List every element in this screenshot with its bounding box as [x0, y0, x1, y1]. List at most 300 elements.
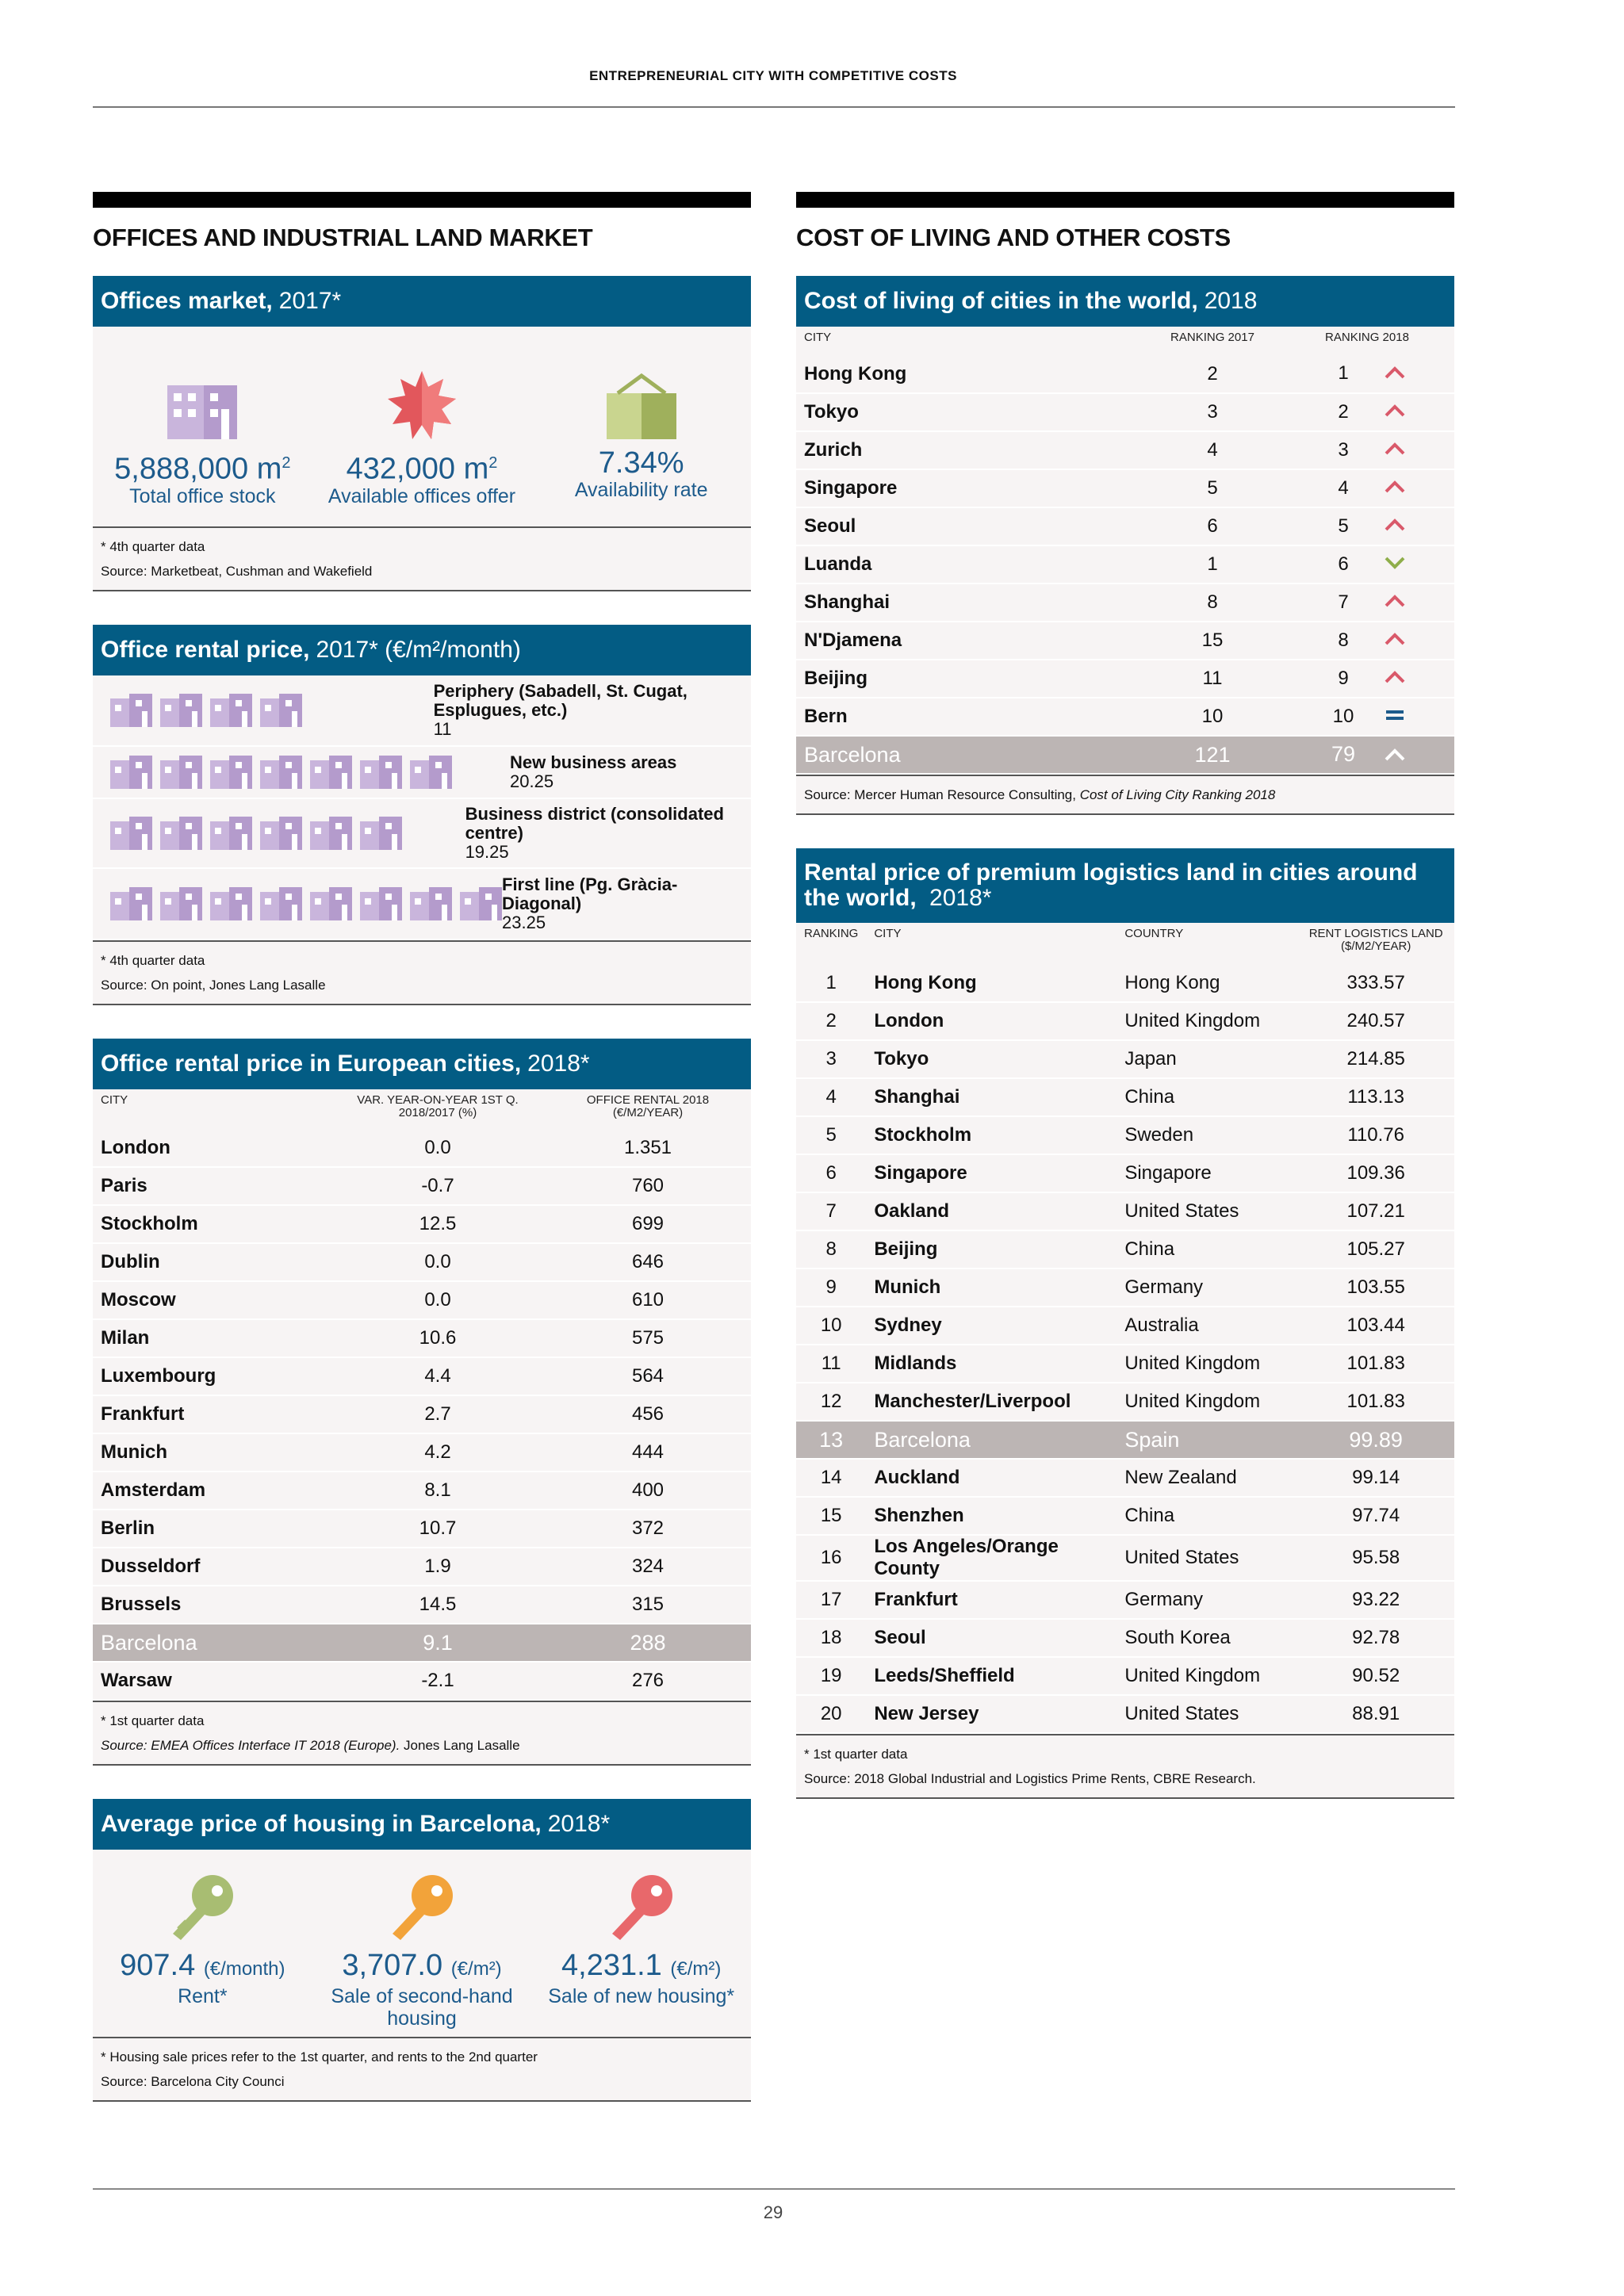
panel-footnote [796, 1734, 1454, 1799]
source: Source: Marketbeat, Cushman and Wakefield [101, 564, 373, 579]
rental-cell: 288 [545, 1624, 751, 1662]
european-rental-panel [93, 1039, 751, 1766]
up-arrow-icon [1384, 365, 1406, 380]
building-icon [210, 887, 252, 920]
ranking-2018-cell [1280, 545, 1454, 584]
table-row [796, 1535, 1454, 1581]
ranking-cell: 8 [796, 1230, 866, 1269]
ranking-2018-value: 4 [1338, 476, 1349, 499]
col-header-rental: OFFICE RENTAL 2018 (€/M2/YEAR) [586, 1093, 710, 1119]
country-cell: Australia [1116, 1307, 1297, 1345]
city-cell: Seoul [796, 507, 1145, 545]
building-icon [260, 887, 302, 920]
table-row [796, 1581, 1454, 1619]
city-cell: Midlands [866, 1345, 1116, 1383]
panel-footnote [93, 1701, 751, 1766]
source: Jones Lang Lasalle [400, 1738, 520, 1753]
table-row [796, 1269, 1454, 1307]
table-row [93, 1205, 751, 1243]
panel-header [93, 1039, 751, 1089]
variation-cell: -0.7 [331, 1167, 545, 1205]
country-cell: Singapore [1116, 1154, 1297, 1192]
city-cell: Munich [866, 1269, 1116, 1307]
variation-cell: 4.4 [331, 1357, 545, 1395]
rental-cell: 699 [545, 1205, 751, 1243]
city-cell: London [866, 1002, 1116, 1040]
stat-sup: 2 [488, 454, 498, 472]
ranking-2018-cell [1280, 469, 1454, 507]
stat-sup: 2 [282, 454, 291, 472]
variation-cell: 1.9 [331, 1548, 545, 1586]
ranking-2018-cell [1280, 584, 1454, 622]
table-row [93, 1662, 751, 1700]
ranking-cell: 15 [796, 1497, 866, 1535]
city-cell: Barcelona [796, 736, 1145, 774]
city-cell: Singapore [796, 469, 1145, 507]
variation-cell: 12.5 [331, 1205, 545, 1243]
country-cell: China [1116, 1078, 1297, 1116]
ranking-2017-cell: 3 [1145, 393, 1280, 431]
ranking-2018-value: 79 [1331, 741, 1356, 766]
country-cell: Sweden [1116, 1116, 1297, 1154]
city-cell: Dublin [93, 1243, 331, 1281]
section-title-costs: COST OF LIVING AND OTHER COSTS [796, 224, 1231, 251]
col-header-ranking-2018: RANKING 2018 [1325, 331, 1409, 344]
logistics-table [796, 923, 1454, 1734]
rental-label: New business areas [510, 752, 677, 772]
country-cell: Germany [1116, 1581, 1297, 1619]
office-building-icon [166, 384, 239, 441]
panel-title: Office rental price, [101, 637, 310, 663]
source: Source: Barcelona City Counci [101, 2074, 285, 2089]
table-row [796, 622, 1454, 660]
city-cell: Moscow [93, 1281, 331, 1319]
starburst-icon [386, 369, 458, 441]
table-row [796, 1383, 1454, 1421]
rental-cell: 456 [545, 1395, 751, 1433]
source-italic: Source: EMEA Offices Interface IT 2018 (Europe). [101, 1738, 400, 1753]
table-row [796, 1459, 1454, 1497]
panel-title: Offices market, [101, 288, 273, 314]
building-icons [93, 817, 465, 850]
ranking-2018-value: 3 [1338, 438, 1349, 461]
country-cell: China [1116, 1497, 1297, 1535]
ranking-2017-cell: 15 [1145, 622, 1280, 660]
table-row [796, 1002, 1454, 1040]
footnote: * 4th quarter data [101, 953, 205, 968]
building-icon [360, 887, 402, 920]
table-row [93, 1510, 751, 1548]
rental-row-periphery [93, 675, 751, 747]
city-cell: Los Angeles/Orange County [866, 1535, 1116, 1581]
footnote: * 1st quarter data [101, 1713, 205, 1728]
stat-label: Available offices offer [327, 484, 516, 507]
green-key-icon [167, 1872, 238, 1943]
rent-cell: 103.55 [1297, 1269, 1454, 1307]
table-row [93, 1395, 751, 1433]
stat-unit: (€/month) [203, 1958, 285, 1980]
stat-label: Sale of new housing* [548, 1985, 735, 2007]
stat-available-offices [312, 371, 532, 526]
building-icon [110, 887, 152, 920]
rental-label: First line (Pg. Gràcia-Diagonal) [502, 874, 678, 913]
rent-cell: 101.83 [1297, 1345, 1454, 1383]
variation-cell: 0.0 [331, 1243, 545, 1281]
building-icon [460, 887, 502, 920]
col-header-ranking: RANKING [804, 927, 859, 940]
stat-value: 5,888,000 m [114, 452, 282, 486]
panel-header [93, 1799, 751, 1850]
building-icon [260, 817, 302, 850]
panel-title: Average price of housing in Barcelona, [101, 1811, 542, 1837]
rent-cell: 240.57 [1297, 1002, 1454, 1040]
city-cell: Shenzhen [866, 1497, 1116, 1535]
building-icon [110, 694, 152, 727]
table-row [796, 469, 1454, 507]
rent-cell: 105.27 [1297, 1230, 1454, 1269]
city-cell: London [93, 1129, 331, 1167]
footnote: * 1st quarter data [804, 1747, 908, 1762]
city-cell: Milan [93, 1319, 331, 1357]
up-arrow-icon [1384, 748, 1406, 762]
city-cell: Frankfurt [866, 1581, 1116, 1619]
rental-value: 11 [433, 719, 452, 739]
city-cell: New Jersey [866, 1695, 1116, 1733]
city-cell: Singapore [866, 1154, 1116, 1192]
ranking-2017-cell: 8 [1145, 584, 1280, 622]
housing-panel [93, 1799, 751, 2102]
variation-cell: 9.1 [331, 1624, 545, 1662]
building-icons [93, 756, 510, 789]
variation-cell: 0.0 [331, 1281, 545, 1319]
table-row [796, 1619, 1454, 1657]
ranking-2017-cell: 5 [1145, 469, 1280, 507]
building-icons [93, 887, 502, 920]
panel-title: Office rental price in European cities, [101, 1050, 522, 1077]
rent-cell: 113.13 [1297, 1078, 1454, 1116]
country-cell: United States [1116, 1535, 1297, 1581]
rent-cell: 101.83 [1297, 1383, 1454, 1421]
rental-cell: 444 [545, 1433, 751, 1471]
building-icon [260, 756, 302, 789]
building-icon [210, 694, 252, 727]
panel-footnote [796, 775, 1454, 815]
orange-key-icon [386, 1872, 458, 1943]
country-cell: China [1116, 1230, 1297, 1269]
logistics-panel [796, 848, 1454, 1799]
office-rental-panel [93, 625, 751, 1005]
european-rental-table [93, 1089, 751, 1701]
city-cell: Seoul [866, 1619, 1116, 1657]
rent-cell: 99.89 [1297, 1421, 1454, 1459]
country-cell: United States [1116, 1695, 1297, 1733]
stat-value: 7.34% [598, 446, 684, 480]
stat-value: 3,707.0 [342, 1949, 443, 1982]
section-bar [796, 192, 1454, 208]
country-cell: United Kingdom [1116, 1345, 1297, 1383]
rent-cell: 110.76 [1297, 1116, 1454, 1154]
up-arrow-icon [1384, 594, 1406, 608]
table-row [796, 1307, 1454, 1345]
building-icon [160, 887, 202, 920]
building-icon [260, 694, 302, 727]
building-icon [160, 694, 202, 727]
down-arrow-icon [1384, 556, 1406, 570]
country-cell: Japan [1116, 1040, 1297, 1078]
rental-cell: 610 [545, 1281, 751, 1319]
city-cell: N'Djamena [796, 622, 1145, 660]
city-cell: Luanda [796, 545, 1145, 584]
city-cell: Sydney [866, 1307, 1116, 1345]
ranking-cell: 1 [796, 964, 866, 1002]
table-row [93, 1167, 751, 1205]
city-cell: Brussels [93, 1586, 331, 1624]
panel-title: Cost of living of cities in the world, [804, 288, 1198, 314]
section-bar [93, 192, 751, 208]
col-header-variation: VAR. YEAR-ON-YEAR 1ST Q. 2018/2017 (%) [357, 1093, 519, 1119]
col-header-rent: RENT LOGISTICS LAND ($/M2/YEAR) [1308, 927, 1443, 953]
rental-cell: 400 [545, 1471, 751, 1510]
table-row [93, 1357, 751, 1395]
country-cell: United Kingdom [1116, 1657, 1297, 1695]
source: Source: Mercer Human Resource Consulting, [804, 787, 1080, 802]
up-arrow-icon [1384, 632, 1406, 646]
left-column [93, 192, 751, 2135]
ranking-2018-value: 10 [1332, 705, 1354, 727]
rental-row-new-business [93, 747, 751, 799]
running-header: ENTREPRENEURIAL CITY WITH COMPETITIVE COSTS [589, 68, 957, 83]
country-cell: New Zealand [1116, 1459, 1297, 1497]
ranking-cell: 6 [796, 1154, 866, 1192]
ranking-cell: 17 [796, 1581, 866, 1619]
city-cell: Paris [93, 1167, 331, 1205]
city-cell: Tokyo [866, 1040, 1116, 1078]
building-icon [360, 817, 402, 850]
city-cell: Barcelona [866, 1421, 1116, 1459]
building-icon [310, 817, 352, 850]
table-row [93, 1129, 751, 1167]
table-row [796, 355, 1454, 393]
ranking-cell: 16 [796, 1535, 866, 1581]
stat-unit: (€/m²) [670, 1958, 722, 1980]
ranking-cell: 19 [796, 1657, 866, 1695]
city-cell: Dusseldorf [93, 1548, 331, 1586]
rent-cell: 93.22 [1297, 1581, 1454, 1619]
rental-cell: 760 [545, 1167, 751, 1205]
up-arrow-icon [1384, 518, 1406, 532]
rent-cell: 92.78 [1297, 1619, 1454, 1657]
rental-row-first-line [93, 869, 751, 940]
table-row [796, 736, 1454, 774]
ranking-2018-value: 2 [1338, 400, 1349, 423]
panel-subtitle: 2017* (€/m²/month) [316, 637, 521, 663]
rent-cell: 90.52 [1297, 1657, 1454, 1695]
cost-of-living-table [796, 327, 1454, 775]
up-arrow-icon [1384, 442, 1406, 456]
table-row [93, 1319, 751, 1357]
building-icon [160, 817, 202, 850]
source: Source: 2018 Global Industrial and Logistics Prime Rents, CBRE Research. [804, 1771, 1256, 1786]
city-cell: Beijing [796, 660, 1145, 698]
stat-unit: (€/m²) [450, 1958, 502, 1980]
ranking-2017-cell: 10 [1145, 698, 1280, 736]
table-row [93, 1281, 751, 1319]
source-italic: Cost of Living City Ranking 2018 [1079, 787, 1276, 802]
table-row [796, 545, 1454, 584]
col-header-city: CITY [874, 927, 902, 940]
rental-cell: 564 [545, 1357, 751, 1395]
ranking-cell: 14 [796, 1459, 866, 1497]
variation-cell: 10.6 [331, 1319, 545, 1357]
city-cell: Barcelona [93, 1624, 331, 1662]
col-header-city: CITY [101, 1093, 128, 1107]
ranking-2018-value: 8 [1338, 629, 1349, 651]
stat-label: Rent* [178, 1985, 228, 2007]
city-cell: Tokyo [796, 393, 1145, 431]
table-row [93, 1548, 751, 1586]
variation-cell: 14.5 [331, 1586, 545, 1624]
rental-cell: 276 [545, 1662, 751, 1700]
panel-footnote [93, 940, 751, 1005]
table-row [796, 698, 1454, 736]
stat-label: Sale of second-hand housing [331, 1985, 513, 2030]
panel-title: Rental price of premium logistics land in cities around the world, [804, 859, 1418, 911]
city-cell: Stockholm [866, 1116, 1116, 1154]
ranking-2018-cell [1280, 431, 1454, 469]
ranking-cell: 10 [796, 1307, 866, 1345]
building-icons [93, 694, 434, 727]
ranking-cell: 4 [796, 1078, 866, 1116]
panel-subtitle: 2018 [1204, 288, 1258, 314]
table-row [796, 1078, 1454, 1116]
ranking-2018-value: 5 [1338, 515, 1349, 537]
rent-cell: 333.57 [1297, 964, 1454, 1002]
right-column [796, 192, 1454, 1832]
ranking-2017-cell: 4 [1145, 431, 1280, 469]
stat-value: 432,000 m [346, 452, 489, 486]
variation-cell: 2.7 [331, 1395, 545, 1433]
table-row [796, 1345, 1454, 1383]
country-cell: Hong Kong [1116, 964, 1297, 1002]
rent-cell: 95.58 [1297, 1535, 1454, 1581]
rental-value: 20.25 [510, 771, 554, 791]
ranking-cell: 9 [796, 1269, 866, 1307]
ranking-2018-value: 9 [1338, 667, 1349, 689]
ranking-2017-cell: 2 [1145, 355, 1280, 393]
table-row [93, 1243, 751, 1281]
rent-cell: 214.85 [1297, 1040, 1454, 1078]
ranking-2018-cell [1280, 660, 1454, 698]
stat-total-office-stock [93, 371, 312, 526]
ranking-2018-cell [1280, 736, 1454, 774]
rental-row-business-district [93, 799, 751, 869]
stat-label: Availability rate [574, 479, 708, 501]
section-title-offices: OFFICES AND INDUSTRIAL LAND MARKET [93, 224, 593, 251]
table-row [796, 1657, 1454, 1695]
variation-cell: 4.2 [331, 1433, 545, 1471]
panel-header [93, 625, 751, 675]
ranking-cell: 11 [796, 1345, 866, 1383]
page-number: 29 [763, 2202, 783, 2222]
panel-subtitle: 2018* [527, 1050, 590, 1077]
ranking-cell: 18 [796, 1619, 866, 1657]
table-row [796, 584, 1454, 622]
country-cell: United Kingdom [1116, 1002, 1297, 1040]
ranking-2017-cell: 1 [1145, 545, 1280, 584]
table-row [796, 1192, 1454, 1230]
ranking-2018-value: 6 [1338, 553, 1349, 575]
rental-value: 23.25 [502, 913, 546, 932]
rental-cell: 575 [545, 1319, 751, 1357]
source: Source: On point, Jones Lang Lasalle [101, 978, 326, 993]
ranking-2018-cell [1280, 698, 1454, 736]
building-icon [210, 756, 252, 789]
equal-icon [1384, 708, 1406, 722]
table-row [796, 1695, 1454, 1733]
stat-rent [93, 1873, 312, 2037]
building-icon [160, 756, 202, 789]
stat-value: 907.4 [120, 1949, 196, 1982]
table-row [796, 1230, 1454, 1269]
col-header-ranking-2017: RANKING 2017 [1170, 331, 1254, 344]
table-row [93, 1624, 751, 1662]
table-row [796, 1116, 1454, 1154]
rent-cell: 109.36 [1297, 1154, 1454, 1192]
panel-header [796, 848, 1454, 923]
ranking-cell: 2 [796, 1002, 866, 1040]
panel-footnote [93, 526, 751, 591]
ranking-2018-value: 7 [1338, 591, 1349, 613]
rental-cell: 646 [545, 1243, 751, 1281]
table-row [93, 1433, 751, 1471]
ranking-2018-cell [1280, 393, 1454, 431]
ranking-2017-cell: 11 [1145, 660, 1280, 698]
table-row [796, 1040, 1454, 1078]
city-cell: Shanghai [866, 1078, 1116, 1116]
up-arrow-icon [1384, 404, 1406, 418]
red-key-icon [606, 1872, 677, 1943]
rental-cell: 1.351 [545, 1129, 751, 1167]
rental-label: Periphery (Sabadell, St. Cugat, Esplugues, etc.) [433, 681, 688, 720]
building-icon [410, 756, 452, 789]
variation-cell: 0.0 [331, 1129, 545, 1167]
panel-subtitle: 2018* [547, 1811, 611, 1837]
footnote: * Housing sale prices refer to the 1st quarter, and rents to the 2nd quarter [101, 2049, 538, 2064]
panel-header [796, 276, 1454, 327]
city-cell: Beijing [866, 1230, 1116, 1269]
table-row [796, 1421, 1454, 1459]
city-cell: Amsterdam [93, 1471, 331, 1510]
stat-value: 4,231.1 [561, 1949, 662, 1982]
building-icon [360, 756, 402, 789]
building-icon [310, 887, 352, 920]
variation-cell: -2.1 [331, 1662, 545, 1700]
ranking-2017-cell: 121 [1145, 736, 1280, 774]
col-header-country: COUNTRY [1124, 927, 1184, 940]
stat-availability-rate [531, 371, 751, 526]
city-cell: Shanghai [796, 584, 1145, 622]
city-cell: Stockholm [93, 1205, 331, 1243]
offices-market-panel [93, 276, 751, 591]
table-row [796, 431, 1454, 469]
city-cell: Hong Kong [866, 964, 1116, 1002]
stat-second-hand [312, 1873, 532, 2037]
panel-footnote [93, 2037, 751, 2102]
city-cell: Manchester/Liverpool [866, 1383, 1116, 1421]
ranking-2018-value: 1 [1338, 362, 1349, 385]
ranking-2018-cell [1280, 507, 1454, 545]
rental-cell: 324 [545, 1548, 751, 1586]
